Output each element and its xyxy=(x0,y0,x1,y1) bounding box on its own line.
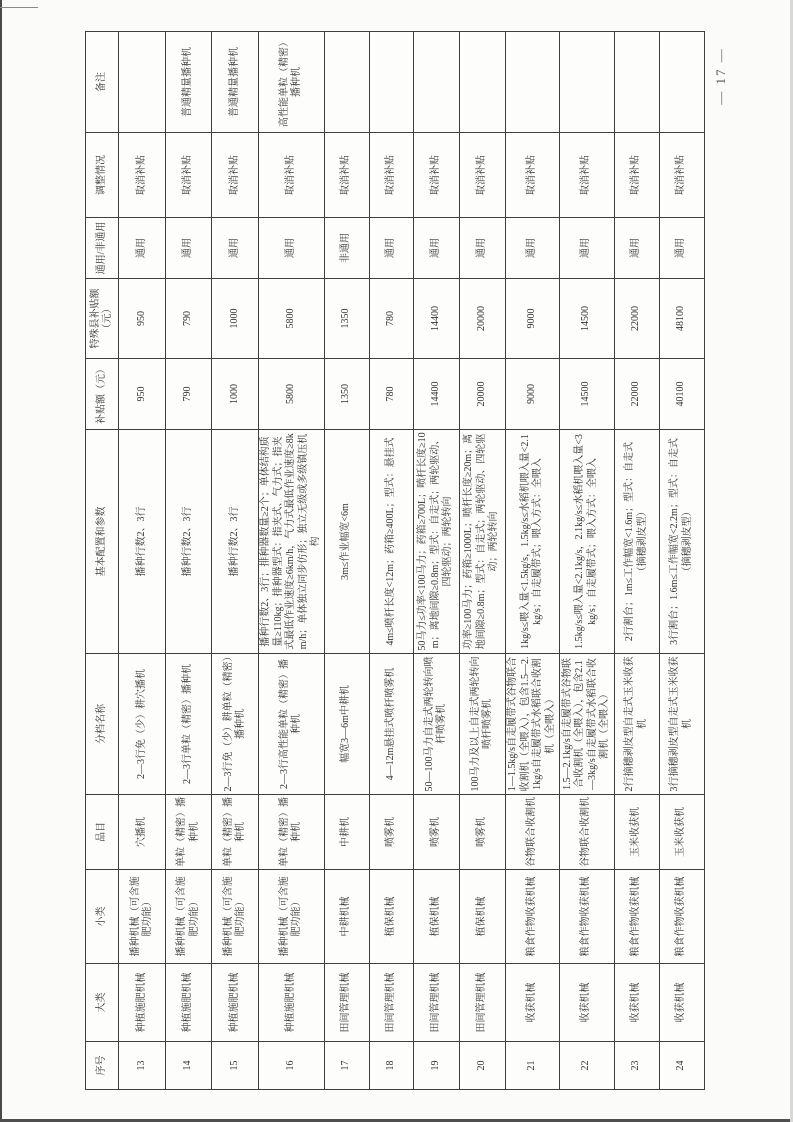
cell-major-category: 种植施肥机械 xyxy=(212,964,259,1042)
cell-serial: 16 xyxy=(259,1042,325,1090)
cell-special-county-subsidy: 14400 xyxy=(413,279,459,359)
cell-subcategory: 粮食作物收获机械 xyxy=(505,870,559,964)
cell-item: 谷物联合收割机 xyxy=(505,795,559,870)
cell-subcategory: 播种机械（可含施肥功能） xyxy=(166,870,212,964)
cell-special-county-subsidy: 14500 xyxy=(559,279,614,359)
cell-remarks xyxy=(413,32,459,133)
cell-special-county-subsidy: 790 xyxy=(166,279,212,359)
cell-serial: 20 xyxy=(459,1042,505,1090)
cell-config-params: 2行割台；1m≤工作幅宽<1.6m；型式：自走式（摘穗剥皮型） xyxy=(614,430,659,654)
cell-item: 单粒（精密）播种机 xyxy=(259,795,325,870)
cell-config-params: 播种行数2、3行；排种器数量≥2个；单体结构质量≥110kg；排种器型式：指夹式、气力式；指夹式最低作业速度≥6km/h，气力式最低作业速度≥8km/h；单体独立同步仿形；独立无级或多级镇压机构 xyxy=(259,430,325,654)
cell-major-category: 田间管理机械 xyxy=(413,964,459,1042)
cell-general-flag: 通用 xyxy=(505,218,559,279)
header-remarks: 备注 xyxy=(86,32,119,133)
cell-major-category: 收获机械 xyxy=(614,964,659,1042)
cell-remarks xyxy=(614,32,659,133)
cell-major-category: 种植施肥机械 xyxy=(259,964,325,1042)
cell-general-flag: 通用 xyxy=(212,218,259,279)
cell-tier-name: 幅宽3—6m中耕机 xyxy=(324,654,369,795)
cell-adjustment: 取消补贴 xyxy=(119,133,166,218)
cell-subsidy-amount: 1350 xyxy=(324,359,369,430)
cell-item: 单粒（精密）播种机 xyxy=(166,795,212,870)
cell-major-category: 田间管理机械 xyxy=(459,964,505,1042)
table-row xyxy=(614,32,659,1090)
cell-item: 穴播机 xyxy=(119,795,166,870)
header-special-county-subsidy: 特殊县补贴额（元） xyxy=(86,279,119,359)
cell-item: 谷物联合收割机 xyxy=(559,795,614,870)
cell-subsidy-amount: 790 xyxy=(166,359,212,430)
table-row xyxy=(659,32,704,1090)
cell-adjustment: 取消补贴 xyxy=(459,133,505,218)
cell-subsidy-amount: 780 xyxy=(369,359,413,430)
cell-subcategory: 植保机械 xyxy=(413,870,459,964)
scan-corner-mark xyxy=(0,7,38,8)
scan-edge-left xyxy=(0,0,2,1122)
cell-subcategory: 播种机械（可含施肥功能） xyxy=(259,870,325,964)
page-number: — 17 — xyxy=(713,47,728,105)
cell-serial: 21 xyxy=(505,1042,559,1090)
cell-general-flag: 通用 xyxy=(369,218,413,279)
cell-tier-name: 1.5—2.1kg/s自走履带式谷物联合收割机（全喂入），包含2.1—3kg/s自走履带式水稻联合收割机（全喂入） xyxy=(559,654,614,795)
cell-special-county-subsidy: 1000 xyxy=(212,279,259,359)
cell-remarks xyxy=(324,32,369,133)
cell-serial: 17 xyxy=(324,1042,369,1090)
cell-remarks xyxy=(559,32,614,133)
header-subcategory: 小类 xyxy=(86,870,119,964)
subsidy-table xyxy=(85,31,705,1090)
cell-tier-name: 3行摘穗剥皮型自走式玉米收获机 xyxy=(659,654,704,795)
cell-subsidy-amount: 40100 xyxy=(659,359,704,430)
header-serial: 序号 xyxy=(86,1042,119,1090)
cell-subcategory: 植保机械 xyxy=(369,870,413,964)
cell-item: 中耕机 xyxy=(324,795,369,870)
cell-general-flag: 通用 xyxy=(259,218,325,279)
cell-adjustment: 取消补贴 xyxy=(259,133,325,218)
header-general-flag: 通用/非通用 xyxy=(86,218,119,279)
cell-tier-name: 2—3行免（少）耕穴播机 xyxy=(119,654,166,795)
cell-special-county-subsidy: 780 xyxy=(369,279,413,359)
table-row xyxy=(413,32,459,1090)
cell-major-category: 收获机械 xyxy=(505,964,559,1042)
cell-config-params: 3m≤作业幅宽<6m xyxy=(324,430,369,654)
cell-general-flag: 通用 xyxy=(166,218,212,279)
cell-subcategory: 播种机械（可含施肥功能） xyxy=(212,870,259,964)
cell-serial: 14 xyxy=(166,1042,212,1090)
cell-subsidy-amount: 950 xyxy=(119,359,166,430)
table-row xyxy=(324,32,369,1090)
cell-subsidy-amount: 1000 xyxy=(212,359,259,430)
cell-major-category: 田间管理机械 xyxy=(369,964,413,1042)
cell-subsidy-amount: 14500 xyxy=(559,359,614,430)
cell-special-county-subsidy: 1350 xyxy=(324,279,369,359)
cell-subsidy-amount: 14400 xyxy=(413,359,459,430)
cell-tier-name: 50—100马力自走式两轮转向喷杆喷雾机 xyxy=(413,654,459,795)
cell-general-flag: 通用 xyxy=(659,218,704,279)
cell-serial: 15 xyxy=(212,1042,259,1090)
cell-major-category: 种植施肥机械 xyxy=(119,964,166,1042)
cell-remarks xyxy=(119,32,166,133)
cell-special-county-subsidy: 5800 xyxy=(259,279,325,359)
table-row xyxy=(119,32,166,1090)
cell-config-params: 1kg/s≤喂入量<1.5kg/s，1.5kg/s≤水稻机喂入量<2.1kg/s；自走履带式；喂入方式：全喂入 xyxy=(505,430,559,654)
cell-adjustment: 取消补贴 xyxy=(369,133,413,218)
cell-major-category: 收获机械 xyxy=(559,964,614,1042)
cell-subcategory: 播种机械（可含施肥功能） xyxy=(119,870,166,964)
cell-adjustment: 取消补贴 xyxy=(614,133,659,218)
cell-adjustment: 取消补贴 xyxy=(166,133,212,218)
table-row xyxy=(459,32,505,1090)
cell-serial: 18 xyxy=(369,1042,413,1090)
header-config-params: 基本配置和参数 xyxy=(86,430,119,654)
cell-adjustment: 取消补贴 xyxy=(413,133,459,218)
cell-remarks xyxy=(459,32,505,133)
cell-adjustment: 取消补贴 xyxy=(659,133,704,218)
cell-config-params: 3行割台；1.6m≤工作幅宽<2.2m；型式：自走式（摘穗剥皮型） xyxy=(659,430,704,654)
cell-major-category: 田间管理机械 xyxy=(324,964,369,1042)
cell-adjustment: 取消补贴 xyxy=(559,133,614,218)
cell-subsidy-amount: 20000 xyxy=(459,359,505,430)
cell-major-category: 收获机械 xyxy=(659,964,704,1042)
cell-general-flag: 通用 xyxy=(559,218,614,279)
cell-subcategory: 植保机械 xyxy=(459,870,505,964)
cell-config-params: 播种行数2、3行 xyxy=(119,430,166,654)
cell-tier-name: 4—12m悬挂式喷杆喷雾机 xyxy=(369,654,413,795)
cell-serial: 23 xyxy=(614,1042,659,1090)
cell-special-county-subsidy: 22000 xyxy=(614,279,659,359)
cell-remarks: 高性能单粒（精密）播种机 xyxy=(259,32,325,133)
rotated-table-container xyxy=(85,32,691,1090)
cell-serial: 13 xyxy=(119,1042,166,1090)
cell-remarks xyxy=(659,32,704,133)
cell-tier-name: 2—3行免（少）耕单粒（精密）播种机 xyxy=(212,654,259,795)
cell-config-params: 4m≤喷杆长度<12m；药箱≥400L；型式：悬挂式 xyxy=(369,430,413,654)
cell-subsidy-amount: 22000 xyxy=(614,359,659,430)
cell-subcategory: 粮食作物收获机械 xyxy=(659,870,704,964)
table-row xyxy=(212,32,259,1090)
cell-major-category: 种植施肥机械 xyxy=(166,964,212,1042)
cell-remarks xyxy=(369,32,413,133)
header-item: 品目 xyxy=(86,795,119,870)
cell-special-county-subsidy: 48100 xyxy=(659,279,704,359)
cell-adjustment: 取消补贴 xyxy=(324,133,369,218)
header-tier-name: 分档名称 xyxy=(86,654,119,795)
cell-tier-name: 2—3行高性能单粒（精密）播种机 xyxy=(259,654,325,795)
cell-serial: 19 xyxy=(413,1042,459,1090)
cell-subcategory: 中耕机械 xyxy=(324,870,369,964)
header-adjustment: 调整情况 xyxy=(86,133,119,218)
cell-subcategory: 粮食作物收获机械 xyxy=(614,870,659,964)
cell-remarks: 普通精量播种机 xyxy=(166,32,212,133)
cell-config-params: 播种行数2、3行 xyxy=(166,430,212,654)
table-row xyxy=(505,32,559,1090)
cell-item: 喷雾机 xyxy=(459,795,505,870)
header-row xyxy=(86,32,119,1090)
cell-item: 喷雾机 xyxy=(413,795,459,870)
cell-general-flag: 通用 xyxy=(614,218,659,279)
cell-tier-name: 2行摘穗剥皮型自走式玉米收获机 xyxy=(614,654,659,795)
cell-special-county-subsidy: 950 xyxy=(119,279,166,359)
cell-item: 单粒（精密）播种机 xyxy=(212,795,259,870)
table-row xyxy=(369,32,413,1090)
cell-general-flag: 通用 xyxy=(459,218,505,279)
cell-subcategory: 粮食作物收获机械 xyxy=(559,870,614,964)
cell-subsidy-amount: 9000 xyxy=(505,359,559,430)
cell-serial: 24 xyxy=(659,1042,704,1090)
cell-adjustment: 取消补贴 xyxy=(212,133,259,218)
header-major-category: 大类 xyxy=(86,964,119,1042)
cell-special-county-subsidy: 20000 xyxy=(459,279,505,359)
cell-serial: 22 xyxy=(559,1042,614,1090)
cell-adjustment: 取消补贴 xyxy=(505,133,559,218)
cell-item: 玉米收获机 xyxy=(614,795,659,870)
table-row xyxy=(166,32,212,1090)
cell-special-county-subsidy: 9000 xyxy=(505,279,559,359)
cell-general-flag: 非通用 xyxy=(324,218,369,279)
table-row xyxy=(259,32,325,1090)
cell-config-params: 50马力≤功率<100马力；药箱≥700L；喷杆长度≥10m；离地间隙≥0.8m；型式：自走式；两轮驱动、四轮驱动；两轮转向 xyxy=(413,430,459,654)
header-subsidy-amount: 补贴额（元） xyxy=(86,359,119,430)
table-body xyxy=(119,32,705,1090)
table-row xyxy=(559,32,614,1090)
cell-item: 玉米收获机 xyxy=(659,795,704,870)
cell-remarks xyxy=(505,32,559,133)
cell-tier-name: 100马力及以上自走式两轮转向喷杆喷雾机 xyxy=(459,654,505,795)
cell-general-flag: 通用 xyxy=(119,218,166,279)
cell-tier-name: 2—3行单粒（精密）播种机 xyxy=(166,654,212,795)
cell-config-params: 1.5kg/s≤喂入量<2.1kg/s，2.1kg/s≤水稻机喂入量<3kg/s；自走履带式；喂入方式：全喂入 xyxy=(559,430,614,654)
cell-config-params: 功率≥100马力；药箱≥1000L；喷杆长度≥20m；离地间隙≥0.8m；型式：自走式；两轮驱动、四轮驱动；两轮转向 xyxy=(459,430,505,654)
cell-subsidy-amount: 5800 xyxy=(259,359,325,430)
cell-general-flag: 通用 xyxy=(413,218,459,279)
cell-item: 喷雾机 xyxy=(369,795,413,870)
cell-tier-name: 1—1.5kg/s自走履带式谷物联合收割机（全喂入），包含1.5—2.1kg/s自走履带式水稻联合收割机（全喂入） xyxy=(505,654,559,795)
cell-config-params: 播种行数2、3行 xyxy=(212,430,259,654)
cell-remarks: 普通精量播种机 xyxy=(212,32,259,133)
